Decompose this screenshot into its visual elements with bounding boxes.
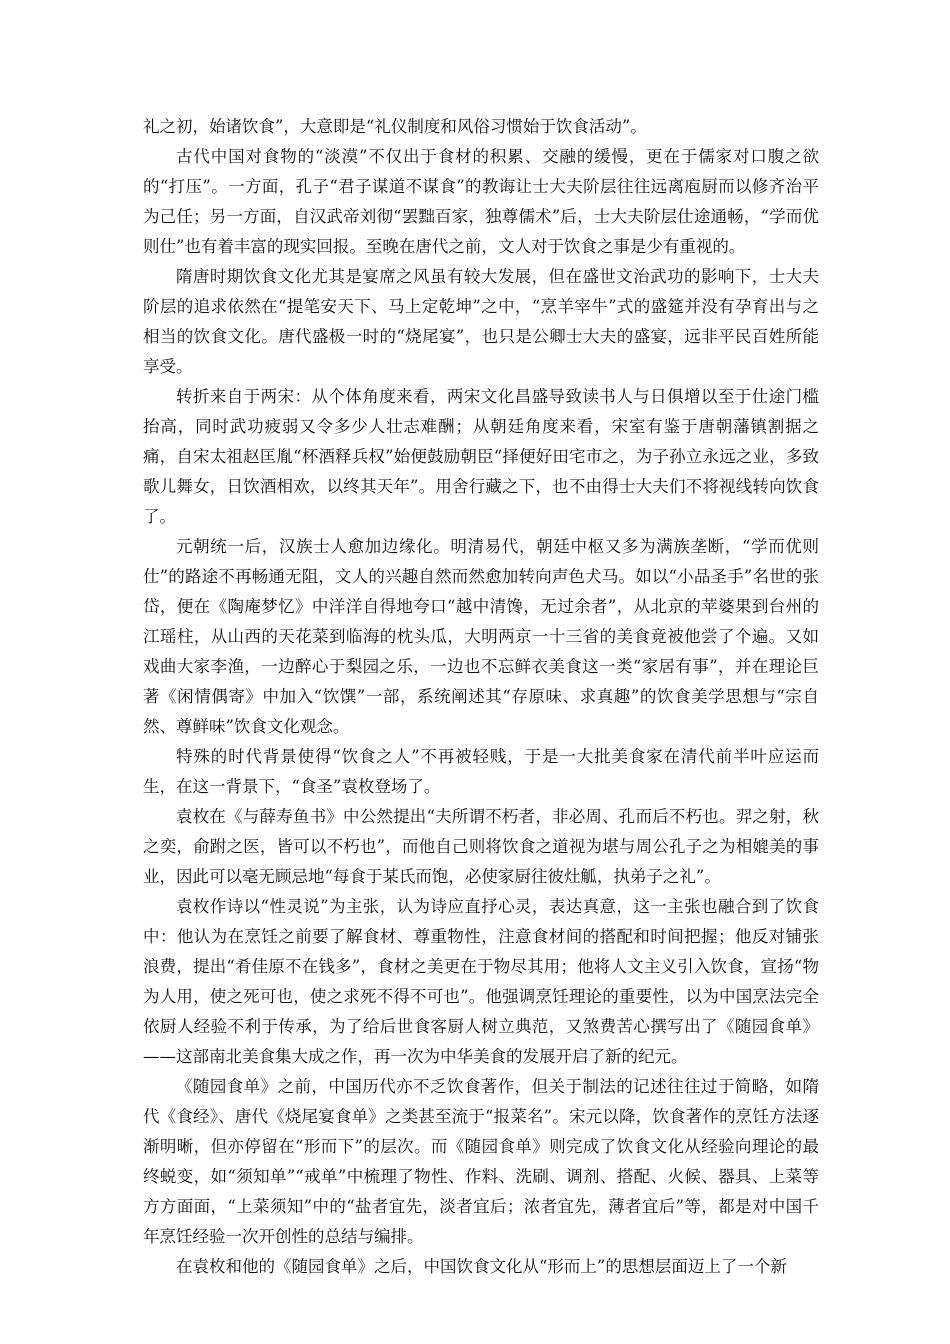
paragraph-3: 隋唐时期饮食文化尤其是宴席之风虽有较大发展，但在盛世文治武功的影响下，士大夫阶层的追求依然在“提笔安天下、马上定乾坤”之中，“烹羊宰牛”式的盛筵并没有孕育出与之相当的饮食文化。唐代盛极一时的“烧尾宴”，也只是公卿士大夫的盛宴，远非平民百姓所能享受。 xyxy=(143,267,819,376)
paragraph-1: 礼之初，始诸饮食”，大意即是“礼仪制度和风俗习惯始于饮食活动”。 xyxy=(143,117,647,136)
paragraph-9: 《随园食单》之前，中国历代亦不乏饮食著作，但关于制法的记述往往过于简略，如隋代《食经》、唐代《烧尾宴食单》之类甚至流于“报菜名”。宋元以降，饮食著作的烹饪方法逐渐明晰，但亦停留在“形而下”的层次。而《随园食单》则完成了饮食文化从经验向理论的最终蜕变，如“须知单”“戒单”中梳理了物性、作料、洗刷、调剂、搭配、火候、器具、上菜等方方面面，“上菜须知”中的“盐者宜先，淡者宜后；浓者宜先，薄者宜后”等，都是对中国千年烹饪经验一次开创性的总结与编排。 xyxy=(143,1077,819,1246)
paragraph-10: 在袁枚和他的《随园食单》之后，中国饮食文化从“形而上”的思想层面迈上了一个新 xyxy=(176,1257,787,1276)
paragraph-6: 特殊的时代背景使得“饮食之人”不再被轻贱，于是一大批美食家在清代前半叶应运而生，在这一背景下，“食圣”袁枚登场了。 xyxy=(143,747,819,796)
paragraph-7: 袁枚在《与薛寿鱼书》中公然提出“夫所谓不朽者，非必周、孔而后不朽也。羿之射，秋之奕，俞跗之医，皆可以不朽也”，而他自己则将饮食之道视为堪与周公孔子之为相媲美的事业，因此可以毫无顾忌地“每食于某氏而饱，必使家厨往彼灶觚，执弟子之礼”。 xyxy=(143,807,819,886)
paragraph-5: 元朝统一后，汉族士人愈加边缘化。明清易代，朝廷中枢又多为满族垄断，“学而优则仕”的路途不再畅通无阻，文人的兴趣自然而然愈加转向声色犬马。如以“小品圣手”名世的张岱，便在《陶庵梦忆》中洋洋自得地夸口“越中清馋，无过余者”，从北京的苹婆果到台州的江瑶柱，从山西的天花菜到临海的枕头瓜，大明两京一十三省的美食竟被他尝了个遍。又如戏曲大家李渔，一边醉心于梨园之乐，一边也不忘鲜衣美食这一类“家居有事”，并在理论巨著《闲情偶寄》中加入“饮馔”一部，系统阐述其“存原味、求真趣”的饮食美学思想与“宗自然、尊鲜味”饮食文化观念。 xyxy=(143,537,819,736)
article-body xyxy=(143,112,819,1282)
paragraph-2: 古代中国对食物的“淡漠”不仅出于食材的积累、交融的缓慢，更在于儒家对口腹之欲的“打压”。一方面，孔子“君子谋道不谋食”的教诲让士大夫阶层往往远离庖厨而以修齐治平为己任；另一方面，自汉武帝刘彻“罢黜百家，独尊儒术”后，士大夫阶层仕途通畅，“学而优则仕”也有着丰富的现实回报。至晚在唐代之前，文人对于饮食之事是少有重视的。 xyxy=(143,147,819,256)
paragraph-8: 袁枚作诗以“性灵说”为主张，认为诗应直抒心灵，表达真意，这一主张也融合到了饮食中：他认为在烹饪之前要了解食材、尊重物性，注意食材间的搭配和时间把握；他反对铺张浪费，提出“肴佳原不在钱多”，食材之美更在于物尽其用；他将人文主义引入饮食，宣扬“物为人用，使之死可也，使之求死不得不可也”。他强调烹饪理论的重要性，以为中国烹法完全依厨人经验不利于传承，为了给后世食客厨人树立典范，又煞费苦心撰写出了《随园食单》——这部南北美食集大成之作，再一次为中华美食的发展开启了新的纪元。 xyxy=(143,897,819,1066)
paragraph-4: 转折来自于两宋：从个体角度来看，两宋文化昌盛导致读书人与日俱增以至于仕途门槛抬高，同时武功疲弱又令多少人壮志难酬；从朝廷角度来看，宋室有鉴于唐朝藩镇割据之痛，自宋太祖赵匡胤“杯酒释兵权”始便鼓励朝臣“择便好田宅市之，为子孙立永远之业，多致歌儿舞女，日饮酒相欢，以终其天年”。用舍行藏之下，也不由得士大夫们不将视线转向饮食了。 xyxy=(143,387,819,526)
